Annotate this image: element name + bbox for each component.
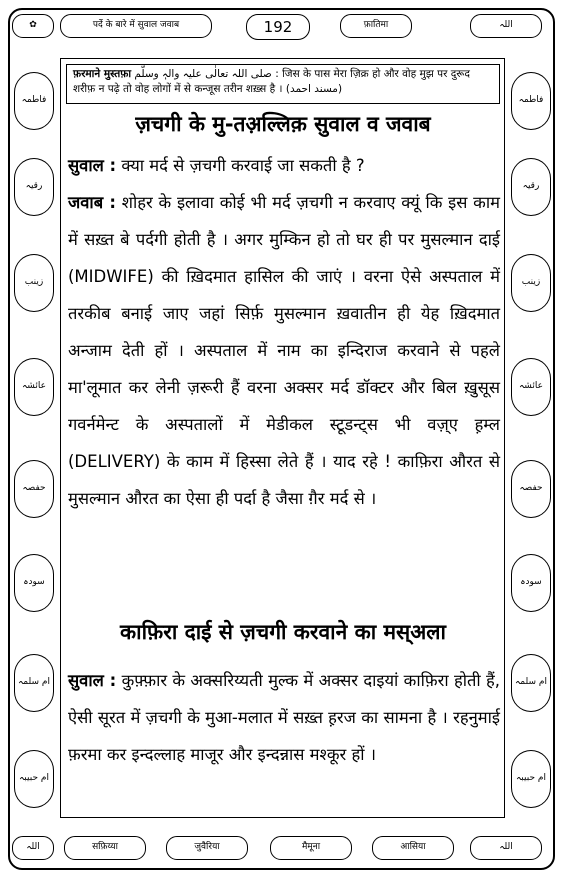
border-ornament-right: ام سلمہ	[511, 654, 551, 712]
farmaan-arabic: صلی اللہ تعالٰی علیہ والہٖ وسلّم	[134, 68, 272, 80]
question-text: क्या मर्द से ज़चगी करवाई जा सकती है ?	[121, 156, 365, 175]
farmaan-box	[66, 64, 500, 104]
border-ornament-left: رقیہ	[14, 158, 54, 216]
answer-label: जवाब :	[68, 193, 116, 212]
section-heading: काफ़िरा दाई से ज़चगी करवाने का मस्अला	[120, 620, 446, 644]
question-label: सुवाल :	[68, 671, 117, 690]
border-ornament-left: ام حبیبہ	[14, 750, 54, 808]
footer-tab: जुवैरिया	[166, 836, 248, 860]
farmaan-label: फ़रमाने मुस्तफ़ा	[73, 68, 132, 80]
border-ornament-right: رقیہ	[511, 158, 551, 216]
header-left-tab: पर्दे के बारे में सुवाल जवाब	[60, 14, 212, 38]
answer-text: शोहर के इलावा कोई भी मर्द ज़चगी न करवाए क्यूं कि इस काम में सख़्त बे पर्दगी होती है । अगर मुम्किन हो तो घर ही पर मुसल्मान दाई (MIDWIFE) की ख़िदमात हासिल की जाएं । वरना ऐसे अस्पताल में तरकीब बनाई जाए जहां सिर्फ़ मुसल्मान ख़वातीन ही येह ख़िदमात अन्जाम देती हों । अस्पताल में नाम का इन्दिराज करवाने से पहले मा'लूमात कर लेनी ज़रूरी हैं वरना अक्सर मर्द डॉक्टर और बिल ख़ुसूस गवर्नमेन्ट के अस्पतालों में मेडीकल स्टूडन्ट्स भी वज़्ए ह़म्ल (DELIVERY) के काम में हिस्सा लेते हैं । याद रहे ! काफ़िरा औरत से मुसल्मान औरत का ऐसा ही पर्दा है जैसा ग़ैर मर्द से ।	[68, 193, 500, 508]
question-paragraph	[68, 662, 500, 773]
footer-tab: सफ़िय्या	[64, 836, 146, 860]
footer-tab: आसिया	[372, 836, 454, 860]
border-ornament-left: سودہ	[14, 554, 54, 612]
corner-ornament-bottom-left: اللہ	[12, 836, 54, 860]
border-ornament-right: ام حبیبہ	[511, 750, 551, 808]
border-ornament-left: فاطمہ	[14, 72, 54, 130]
farmaan-text: : जिस के पास मेरा ज़िक्र हो और वोह मुझ पर दुरूद शरीफ़ न पढ़े तो वोह लोगों में से कन्जूस तरीन शख़्स है ।	[73, 68, 471, 95]
border-ornament-right: زینب	[511, 254, 551, 312]
answer-paragraph	[68, 184, 500, 517]
question-label: सुवाल :	[68, 156, 117, 175]
header-right-tab: फ़ातिमा	[340, 14, 412, 38]
farmaan-source: (مسند احمد)	[285, 83, 343, 95]
corner-ornament-top-left: ✿	[12, 14, 54, 38]
border-ornament-left: حفصہ	[14, 460, 54, 518]
border-ornament-left: زینب	[14, 254, 54, 312]
question-text: कुफ़्फ़ार के अक्सरिय्यती मुल्क में अक्सर दाइयां काफ़िरा होती हैं, ऐसी सूरत में ज़चगी के मुआ-मलात में सख़्त ह़रज का सामना है । रहनुमाई फ़रमा कर इन्दल्लाह माजूर और इन्दन्नास मश्कूर हों ।	[68, 671, 500, 764]
question-paragraph	[68, 147, 500, 184]
border-ornament-left: عائشہ	[14, 358, 54, 416]
corner-ornament-top-right: اللہ	[470, 14, 542, 38]
border-ornament-left: ام سلمہ	[14, 654, 54, 712]
footer-tab: मैमूना	[270, 836, 352, 860]
border-ornament-right: حفصہ	[511, 460, 551, 518]
border-ornament-right: فاطمہ	[511, 72, 551, 130]
border-ornament-right: سودہ	[511, 554, 551, 612]
section-heading: ज़चगी के मु-तअ़ल्लिक़ सुवाल व जवाब	[135, 112, 431, 136]
corner-ornament-bottom-right: اللہ	[470, 836, 542, 860]
border-ornament-right: عائشہ	[511, 358, 551, 416]
page-number: 192	[246, 14, 310, 40]
